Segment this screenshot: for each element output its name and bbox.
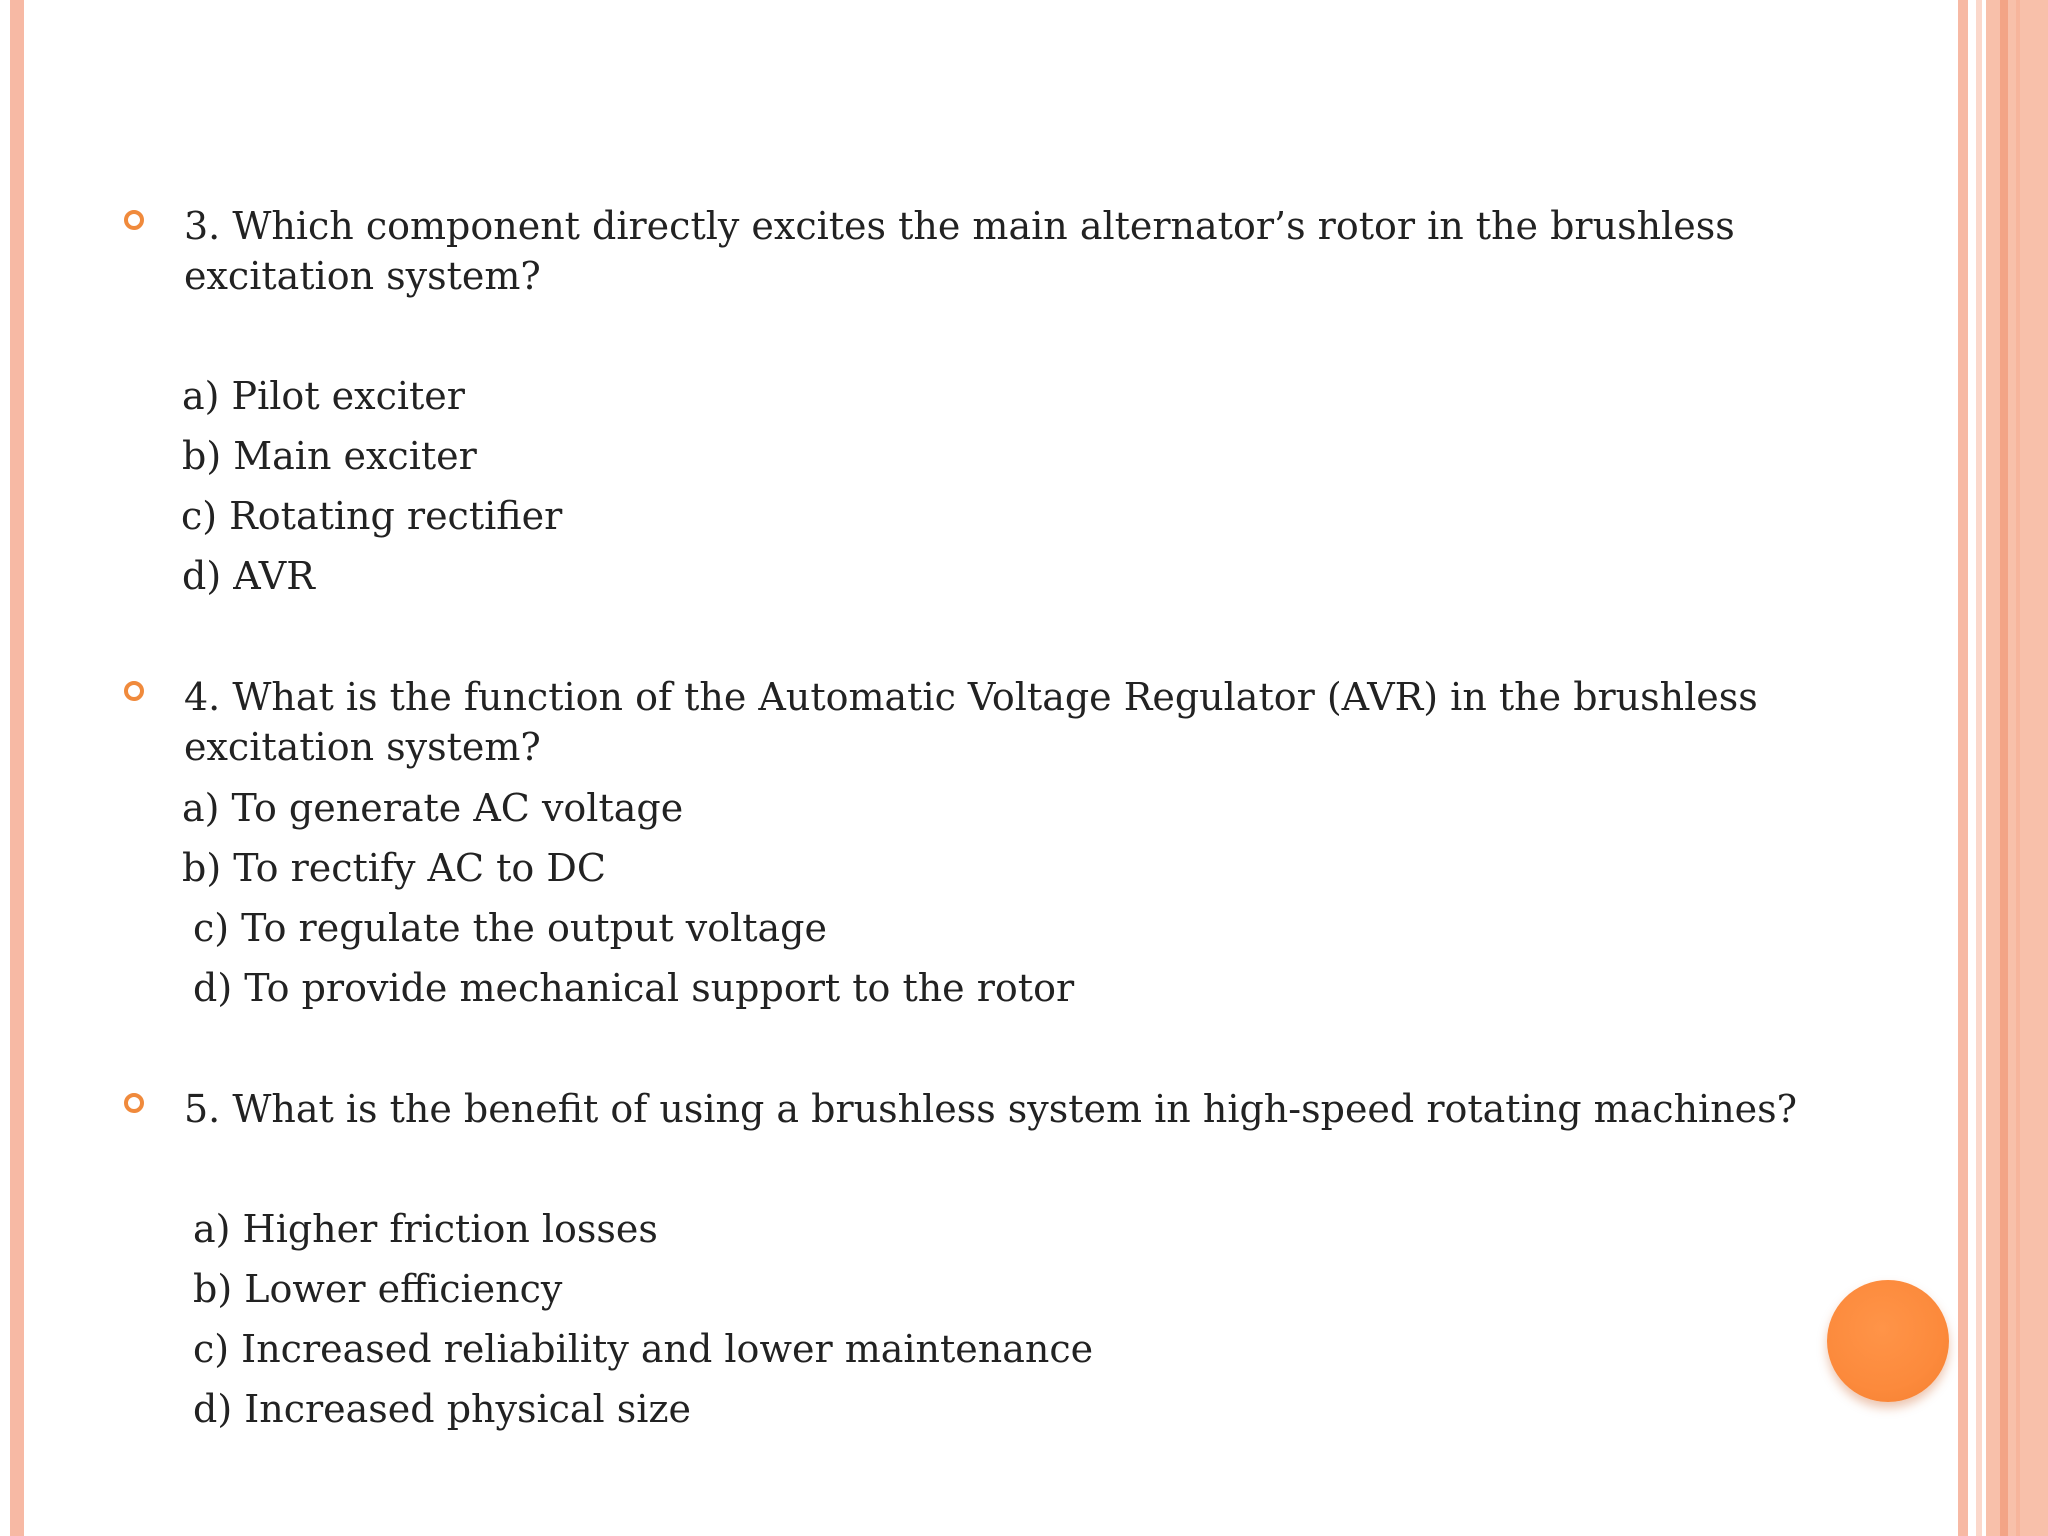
- question-3-option-c: c) Rotating rectifier: [181, 494, 563, 538]
- right-border-stripe: [1976, 0, 1982, 1536]
- question-5-option-b: b) Lower efficiency: [193, 1267, 563, 1311]
- question-3-option-b: b) Main exciter: [182, 434, 477, 478]
- right-border-stripe: [1958, 0, 1968, 1536]
- question-4-text: 4. What is the function of the Automatic Voltage Regulator (AVR) in the brushless excitation system?: [184, 675, 1758, 769]
- question-3-option-a: a) Pilot exciter: [182, 374, 465, 418]
- question-3-option-d: d) AVR: [182, 554, 315, 598]
- question-5-option-c: c) Increased reliability and lower maintenance: [193, 1327, 1094, 1371]
- question-4-option-b: b) To rectify AC to DC: [182, 846, 606, 890]
- bullet-icon: [124, 681, 144, 701]
- bullet-icon: [124, 1093, 144, 1113]
- question-5-option-d: d) Increased physical size: [193, 1387, 691, 1431]
- question-3-text: 3. Which component directly excites the main alternator’s rotor in the brushless excitation system?: [184, 204, 1735, 298]
- decorative-circle-icon: [1827, 1280, 1949, 1402]
- question-4-option-d: d) To provide mechanical support to the rotor: [193, 966, 1075, 1010]
- right-border-stripe: [2016, 0, 2020, 1536]
- right-border-stripe: [2000, 0, 2008, 1536]
- question-4-option-c: c) To regulate the output voltage: [193, 906, 827, 950]
- question-5-text: 5. What is the benefit of using a brushless system in high-speed rotating machines?: [184, 1087, 1798, 1131]
- question-5-option-a: a) Higher friction losses: [193, 1207, 658, 1251]
- question-4-option-a: a) To generate AC voltage: [182, 786, 684, 830]
- bullet-icon: [124, 210, 144, 230]
